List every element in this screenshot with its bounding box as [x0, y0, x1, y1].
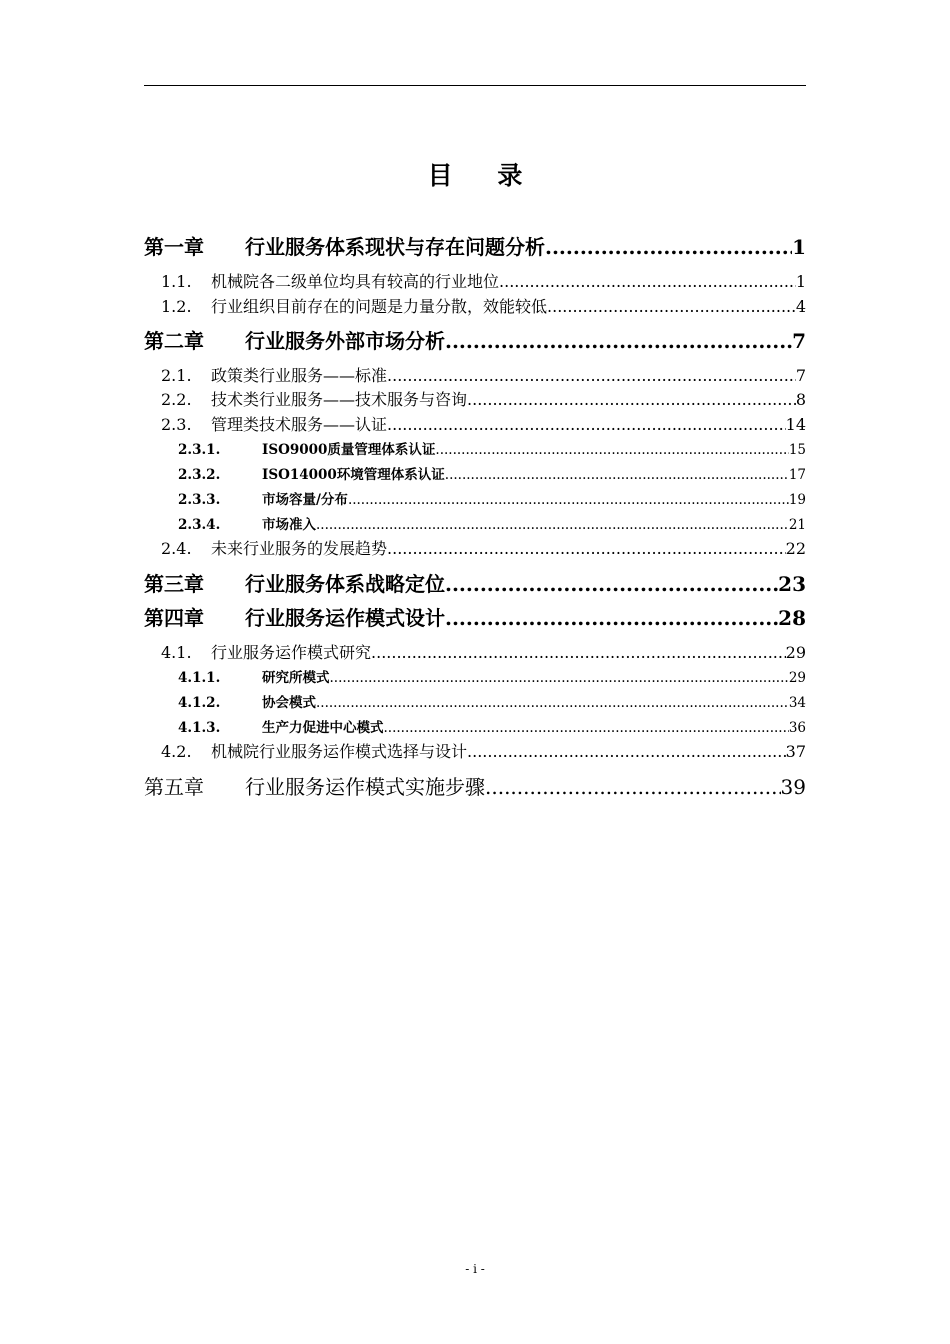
toc-entry-chapter-4[interactable]	[144, 602, 806, 630]
toc-entry-4-1-1[interactable]	[144, 666, 806, 686]
entry-page: 1	[795, 272, 806, 291]
entry-number: 第四章	[144, 606, 204, 630]
dot-leader	[485, 775, 781, 799]
entry-page: 7	[792, 329, 806, 353]
entry-label: 行业服务体系战略定位	[245, 572, 445, 596]
entry-number: 1.1.	[161, 272, 192, 291]
page-number-footer: - i -	[465, 1262, 485, 1276]
entry-number: 第二章	[144, 329, 204, 353]
entry-number: 4.2.	[161, 742, 192, 761]
entry-number: 2.3.4.	[178, 517, 221, 533]
dot-leader	[371, 643, 786, 662]
dot-leader	[384, 720, 789, 736]
dot-leader	[445, 572, 778, 596]
toc-entry-4-2[interactable]	[144, 739, 806, 761]
toc-entry-chapter-2[interactable]	[144, 325, 806, 353]
entry-number: 2.3.1.	[178, 442, 221, 458]
entry-number: 第五章	[144, 775, 204, 799]
entry-page: 22	[785, 539, 806, 558]
entry-label: 行业服务外部市场分析	[245, 329, 445, 353]
toc-entry-1-1[interactable]	[144, 269, 806, 291]
entry-label: 行业服务运作模式设计	[245, 606, 445, 630]
entry-label: 机械院各二级单位均具有较高的行业地位	[211, 272, 500, 291]
toc-entry-2-3[interactable]	[144, 412, 806, 434]
entry-label: 生产力促进中心模式	[262, 720, 384, 736]
dot-leader	[316, 517, 789, 533]
toc-entry-2-2[interactable]	[144, 387, 806, 409]
entry-page: 36	[788, 720, 806, 736]
entry-label: 技术类行业服务——技术服务与咨询	[211, 390, 468, 409]
entry-number: 4.1.2.	[178, 695, 221, 711]
entry-label: 市场容量/分布	[262, 492, 348, 508]
entry-label: 协会模式	[262, 695, 316, 711]
toc-entry-chapter-5[interactable]	[144, 771, 806, 799]
toc-entry-2-3-4[interactable]	[144, 513, 806, 533]
toc-entry-2-3-1[interactable]	[144, 438, 806, 458]
dot-leader	[316, 695, 789, 711]
toc-entry-2-3-2[interactable]	[144, 463, 806, 483]
entry-page: 15	[788, 442, 806, 458]
dot-leader	[445, 467, 789, 483]
toc-entry-1-2[interactable]	[144, 294, 806, 316]
entry-page: 14	[785, 415, 806, 434]
entry-number: 2.3.	[161, 415, 192, 434]
entry-label: 市场准入	[262, 517, 316, 533]
entry-number: 第一章	[144, 235, 204, 259]
dot-leader	[545, 235, 792, 259]
entry-page: 7	[795, 366, 806, 385]
entry-page: 21	[788, 517, 806, 533]
entry-page: 34	[788, 695, 806, 711]
toc-title: 目 录	[427, 161, 541, 190]
toc-entry-4-1-2[interactable]	[144, 691, 806, 711]
entry-label: 行业组织目前存在的问题是力量分散，效能较低	[211, 297, 548, 316]
dot-leader	[387, 539, 786, 558]
toc-entry-2-3-3[interactable]	[144, 488, 806, 508]
entry-number: 2.3.2.	[178, 467, 221, 483]
entry-label: 行业服务运作模式研究	[211, 643, 372, 662]
entry-number: 2.2.	[161, 390, 192, 409]
entry-number: 4.1.	[161, 643, 192, 662]
entry-page: 29	[788, 670, 806, 686]
dot-leader	[445, 329, 792, 353]
entry-number: 4.1.3.	[178, 720, 221, 736]
dot-leader	[330, 670, 789, 686]
entry-page: 28	[778, 606, 806, 630]
entry-number: 2.4.	[161, 539, 192, 558]
toc-entry-4-1-3[interactable]	[144, 716, 806, 736]
dot-leader	[435, 442, 788, 458]
header-rule	[144, 85, 806, 86]
entry-number: 2.3.3.	[178, 492, 221, 508]
dot-leader	[547, 297, 796, 316]
entry-label: 行业服务运作模式实施步骤	[245, 775, 485, 799]
entry-page: 29	[785, 643, 806, 662]
entry-label: 研究所模式	[262, 670, 330, 686]
entry-number: 1.2.	[161, 297, 192, 316]
entry-page: 8	[795, 390, 806, 409]
toc-entry-2-1[interactable]	[144, 363, 806, 385]
entry-label: ISO14000环境管理体系认证	[262, 467, 445, 483]
entry-label: 行业服务体系现状与存在问题分析	[245, 235, 545, 259]
toc-entry-4-1[interactable]	[144, 640, 806, 662]
toc-entry-chapter-3[interactable]	[144, 568, 806, 596]
dot-leader	[445, 606, 778, 630]
entry-number: 2.1.	[161, 366, 192, 385]
entry-page: 19	[788, 492, 806, 508]
dot-leader	[499, 272, 796, 291]
entry-number: 4.1.1.	[178, 670, 221, 686]
dot-leader	[467, 742, 786, 761]
dot-leader	[387, 366, 796, 385]
dot-leader	[387, 415, 786, 434]
toc-entry-2-4[interactable]	[144, 536, 806, 558]
entry-page: 39	[780, 775, 806, 799]
toc-entry-chapter-1[interactable]	[144, 231, 806, 259]
entry-label: ISO9000质量管理体系认证	[262, 442, 436, 458]
entry-label: 未来行业服务的发展趋势	[211, 539, 388, 558]
entry-page: 37	[785, 742, 806, 761]
dot-leader	[467, 390, 796, 409]
entry-page: 17	[788, 467, 806, 483]
entry-page: 1	[792, 235, 806, 259]
entry-page: 4	[795, 297, 806, 316]
entry-label: 机械院行业服务运作模式选择与设计	[211, 742, 468, 761]
entry-label: 政策类行业服务——标准	[211, 366, 388, 385]
entry-label: 管理类技术服务——认证	[211, 415, 388, 434]
dot-leader	[348, 492, 789, 508]
entry-number: 第三章	[144, 572, 204, 596]
entry-page: 23	[778, 572, 806, 596]
